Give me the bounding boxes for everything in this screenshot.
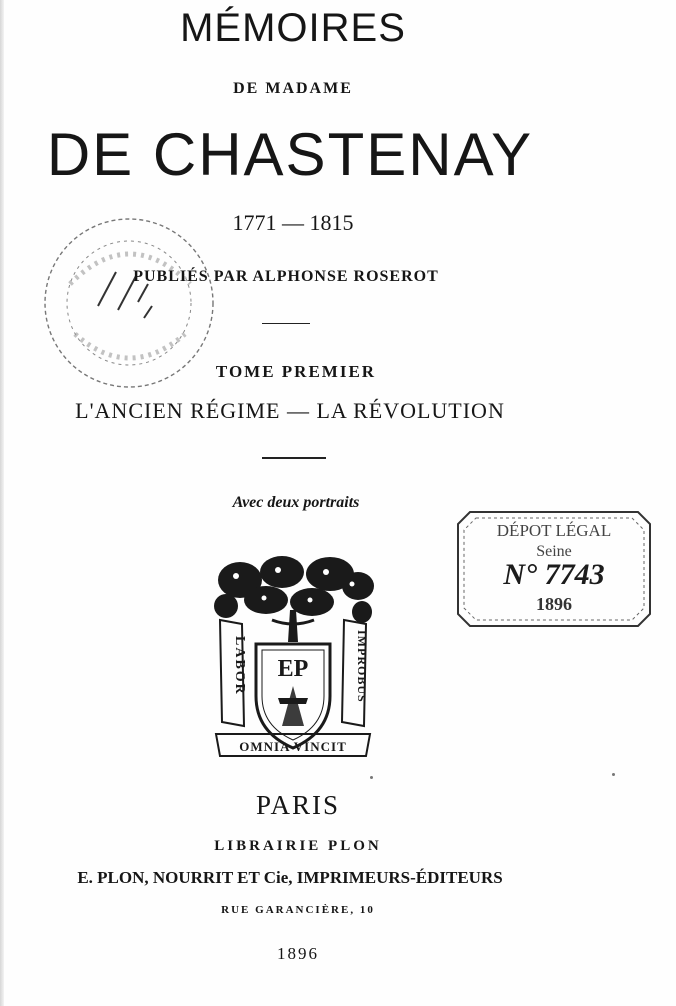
imprint-place: PARIS xyxy=(255,790,341,820)
monogram-text: EP xyxy=(277,656,309,682)
book-title: MÉMOIRES xyxy=(180,6,406,50)
ribbon-right-text: IMPROBUS xyxy=(355,630,369,703)
author-name: DE CHASTENAY xyxy=(46,121,534,188)
volume-subtitle: L'ANCIEN RÉGIME — LA RÉVOLUTION xyxy=(75,398,505,423)
imprint-publisher: LIBRAIRIE PLON xyxy=(214,838,382,854)
stamp-line-1: DÉPOT LÉGAL xyxy=(496,521,612,540)
ribbon-bottom-text: OMNIA VINCIT xyxy=(239,739,347,754)
publisher-mark-icon xyxy=(212,556,374,764)
paper-speck xyxy=(612,773,615,776)
stamp-line-3: N° 7743 xyxy=(503,558,605,591)
volume-label: TOME PREMIER xyxy=(215,362,377,381)
divider-rule xyxy=(262,323,310,324)
depot-legal-stamp xyxy=(456,510,652,628)
imprint-printers: E. PLON, NOURRIT ET Cie, IMPRIMEURS-ÉDITEURS xyxy=(77,868,503,887)
paper-speck xyxy=(370,776,373,779)
imprint-year: 1896 xyxy=(277,944,319,963)
author-prefix: DE MADAME xyxy=(233,80,353,97)
stamp-line-2: Seine xyxy=(536,543,572,560)
editor-line: PUBLIÉS PAR ALPHONSE ROSEROT xyxy=(133,268,439,285)
author-dates: 1771 — 1815 xyxy=(232,210,354,235)
divider-rule xyxy=(262,457,326,459)
portraits-note: Avec deux portraits xyxy=(232,494,360,511)
stamp-line-4: 1896 xyxy=(536,594,572,614)
imprint-street: RUE GARANCIÈRE, 10 xyxy=(221,904,375,916)
ribbon-left-text: LABOR xyxy=(232,636,247,696)
